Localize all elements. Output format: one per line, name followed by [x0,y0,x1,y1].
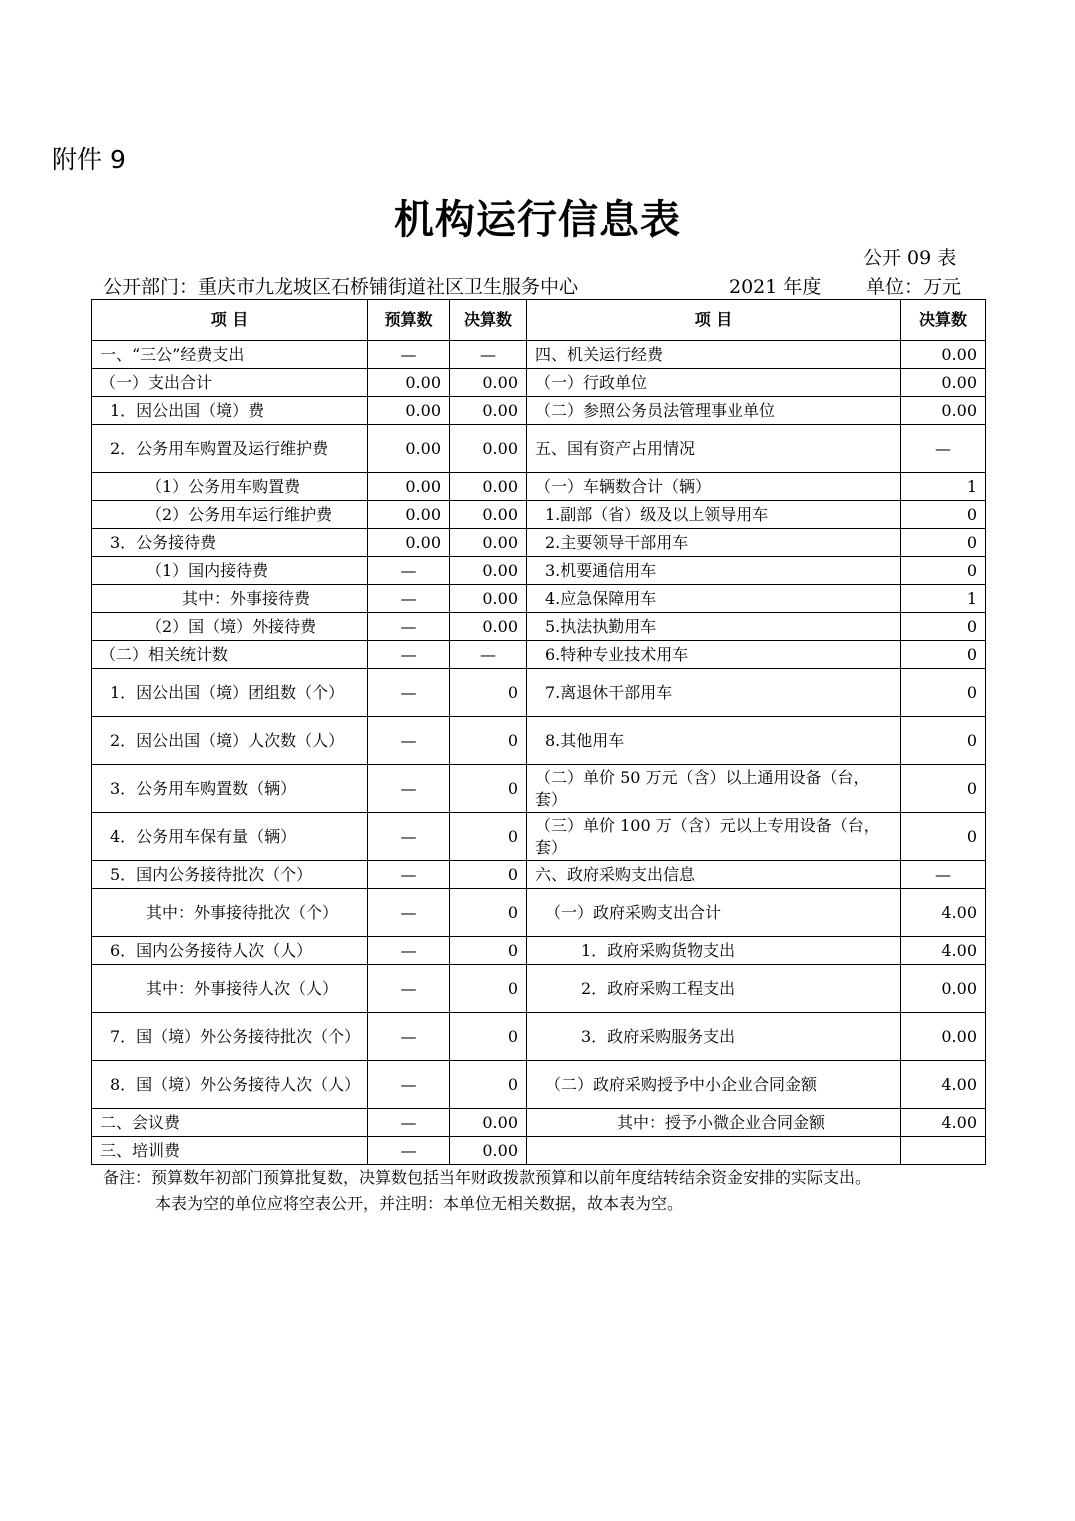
final-cell: 0.00 [450,613,527,641]
budget-cell: — [368,889,450,937]
right-final-cell: 0 [901,717,986,765]
right-item-cell: 3.机要通信用车 [527,557,901,585]
table-row [92,397,986,425]
right-final-cell: — [901,861,986,889]
right-item-cell: 3．政府采购服务支出 [527,1013,901,1061]
budget-cell: 0.00 [368,397,450,425]
budget-cell: — [368,341,450,369]
final-cell: 0 [450,765,527,813]
header-budget: 预算数 [368,300,450,341]
right-item-cell: 六、政府采购支出信息 [527,861,901,889]
left-item-cell: （2）公务用车运行维护费 [92,501,368,529]
right-item-cell: 6.特种专业技术用车 [527,641,901,669]
budget-cell: — [368,937,450,965]
left-item-cell: 一、“三公”经费支出 [92,341,368,369]
table-row [92,425,986,473]
final-cell: 0.00 [450,1137,527,1165]
right-final-cell: 0.00 [901,965,986,1013]
form-number: 公开 09 表 [863,247,957,269]
right-final-cell: 0 [901,557,986,585]
final-cell: 0.00 [450,529,527,557]
final-cell: 0 [450,965,527,1013]
right-item-cell: 四、机关运行经费 [527,341,901,369]
table-row [92,529,986,557]
right-final-cell: 4.00 [901,1061,986,1109]
attachment-label: 附件 9 [52,145,126,174]
right-item-cell: 5.执法执勤用车 [527,613,901,641]
right-item-cell: 其中：授予小微企业合同金额 [527,1109,901,1137]
right-final-cell: 4.00 [901,889,986,937]
right-item-cell: （二）政府采购授予中小企业合同金额 [527,1061,901,1109]
notes [103,1165,871,1217]
table-row [92,965,986,1013]
budget-cell: — [368,585,450,613]
header-final: 决算数 [450,300,527,341]
left-item-cell: 1．因公出国（境）团组数（个） [92,669,368,717]
table-row [92,613,986,641]
budget-cell: 0.00 [368,529,450,557]
budget-cell: 0.00 [368,369,450,397]
left-item-cell: 6．国内公务接待人次（人） [92,937,368,965]
left-item-cell: 2．公务用车购置及运行维护费 [92,425,368,473]
right-final-cell: 0.00 [901,1013,986,1061]
final-cell: 0 [450,889,527,937]
final-cell: — [450,641,527,669]
table-row [92,813,986,861]
final-cell: 0.00 [450,397,527,425]
budget-cell: — [368,1137,450,1165]
budget-cell: — [368,1013,450,1061]
left-item-cell: 5．国内公务接待批次（个） [92,861,368,889]
right-final-cell: 4.00 [901,1109,986,1137]
final-cell: 0 [450,813,527,861]
left-item-cell: 2．因公出国（境）人次数（人） [92,717,368,765]
final-cell: 0 [450,717,527,765]
right-item-cell: （一）行政单位 [527,369,901,397]
right-item-cell: 8.其他用车 [527,717,901,765]
budget-cell: 0.00 [368,501,450,529]
final-cell: 0.00 [450,557,527,585]
table-row [92,717,986,765]
right-final-cell: 1 [901,585,986,613]
left-item-cell: 其中：外事接待批次（个） [92,889,368,937]
left-item-cell: 三、培训费 [92,1137,368,1165]
left-item-cell: 4．公务用车保有量（辆） [92,813,368,861]
final-cell: 0.00 [450,425,527,473]
final-cell: 0 [450,937,527,965]
budget-cell: — [368,613,450,641]
final-cell: 0 [450,861,527,889]
budget-cell: 0.00 [368,473,450,501]
table-row [92,1061,986,1109]
left-item-cell: 3．公务接待费 [92,529,368,557]
table-row [92,341,986,369]
right-item-cell: （二）单价 50 万元（含）以上通用设备（台，套） [527,765,901,813]
table-row [92,369,986,397]
budget-cell: — [368,965,450,1013]
table-row [92,501,986,529]
right-item-cell: 2．政府采购工程支出 [527,965,901,1013]
right-final-cell: 0.00 [901,397,986,425]
table-row [92,889,986,937]
left-item-cell: 7．国（境）外公务接待批次（个） [92,1013,368,1061]
year-label: 2021 年度 [729,276,822,298]
budget-cell: — [368,669,450,717]
right-final-cell: 0 [901,669,986,717]
right-final-cell: 0 [901,641,986,669]
right-final-cell: 0 [901,529,986,557]
budget-cell: — [368,765,450,813]
table-header-row [92,300,986,341]
table-row [92,1137,986,1165]
department-label: 公开部门：重庆市九龙坡区石桥铺街道社区卫生服务中心 [103,276,579,298]
budget-cell: — [368,813,450,861]
final-cell: 0.00 [450,501,527,529]
left-item-cell: （2）国（境）外接待费 [92,613,368,641]
final-cell: 0 [450,1061,527,1109]
final-cell: — [450,341,527,369]
budget-cell: — [368,1109,450,1137]
table-row [92,861,986,889]
info-table [91,299,986,1165]
right-item-cell: （一）政府采购支出合计 [527,889,901,937]
header-item: 项 目 [92,300,368,341]
right-item-cell: 7.离退休干部用车 [527,669,901,717]
left-item-cell: 1．因公出国（境）费 [92,397,368,425]
right-item-cell: 1．政府采购货物支出 [527,937,901,965]
note-line-1: 备注：预算数年初部门预算批复数，决算数包括当年财政拨款预算和以前年度结转结余资金安排的实际支出。 [103,1168,872,1187]
budget-cell: — [368,717,450,765]
table-row [92,1109,986,1137]
right-final-cell: — [901,425,986,473]
final-cell: 0 [450,1013,527,1061]
final-cell: 0.00 [450,473,527,501]
left-item-cell: 二、会议费 [92,1109,368,1137]
header-item-right: 项 目 [527,300,901,341]
page-title: 机构运行信息表 [394,196,681,243]
left-item-cell: 其中：外事接待人次（人） [92,965,368,1013]
unit-label: 单位：万元 [866,276,962,298]
budget-cell: — [368,1061,450,1109]
final-cell: 0.00 [450,1109,527,1137]
right-final-cell: 0.00 [901,369,986,397]
right-item-cell: 1.副部（省）级及以上领导用车 [527,501,901,529]
table-body [92,341,986,1165]
right-item-cell: （三）单价 100 万（含）元以上专用设备（台，套） [527,813,901,861]
right-final-cell: 0 [901,813,986,861]
budget-cell: — [368,861,450,889]
table-row [92,937,986,965]
final-cell: 0.00 [450,585,527,613]
right-item-cell: （二）参照公务员法管理事业单位 [527,397,901,425]
right-item-cell: （一）车辆数合计（辆） [527,473,901,501]
note-line-2: 本表为空的单位应将空表公开，并注明：本单位无相关数据，故本表为空。 [155,1194,684,1213]
table-row [92,585,986,613]
table-row [92,1013,986,1061]
right-final-cell: 1 [901,473,986,501]
right-final-cell [901,1137,986,1165]
table-row [92,765,986,813]
right-item-cell: 五、国有资产占用情况 [527,425,901,473]
right-item-cell: 2.主要领导干部用车 [527,529,901,557]
table-row [92,641,986,669]
budget-cell: — [368,557,450,585]
right-final-cell: 0 [901,501,986,529]
left-item-cell: （一）支出合计 [92,369,368,397]
left-item-cell: 其中：外事接待费 [92,585,368,613]
budget-cell: 0.00 [368,425,450,473]
right-final-cell: 0.00 [901,341,986,369]
final-cell: 0 [450,669,527,717]
right-item-cell [527,1137,901,1165]
right-final-cell: 4.00 [901,937,986,965]
right-final-cell: 0 [901,765,986,813]
left-item-cell: 8．国（境）外公务接待人次（人） [92,1061,368,1109]
table-row [92,473,986,501]
left-item-cell: （二）相关统计数 [92,641,368,669]
header-final-right: 决算数 [901,300,986,341]
left-item-cell: （1）国内接待费 [92,557,368,585]
budget-cell: — [368,641,450,669]
left-item-cell: 3．公务用车购置数（辆） [92,765,368,813]
final-cell: 0.00 [450,369,527,397]
table-row [92,669,986,717]
right-final-cell: 0 [901,613,986,641]
table-row [92,557,986,585]
left-item-cell: （1）公务用车购置费 [92,473,368,501]
right-item-cell: 4.应急保障用车 [527,585,901,613]
